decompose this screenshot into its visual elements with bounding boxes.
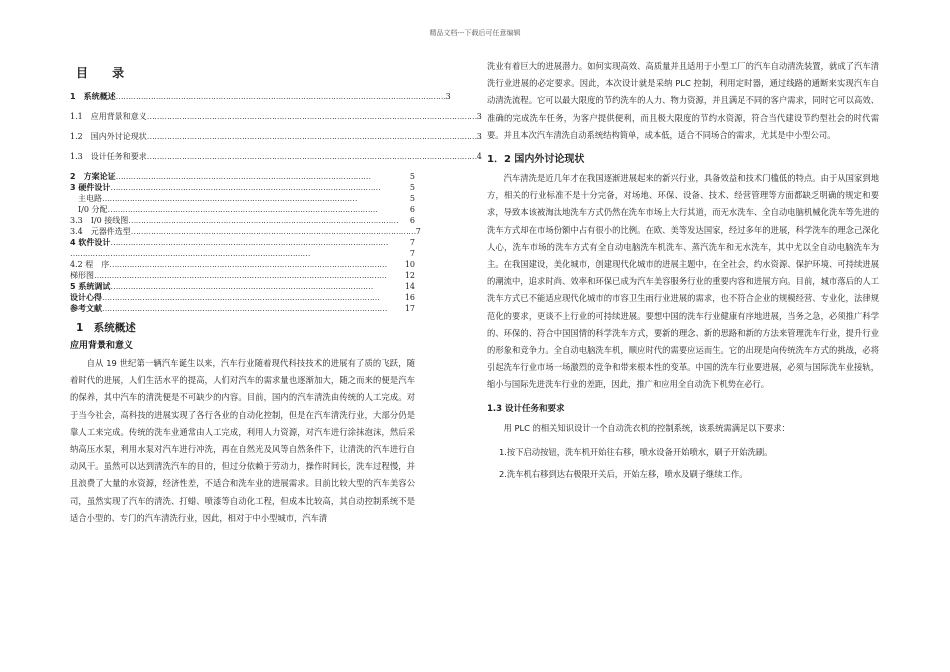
toc-page-number: 7 [409,238,415,247]
toc-page-number: 16 [404,293,415,302]
toc-entry [70,303,415,314]
toc-page-number: 5 [409,172,415,181]
toc-entry-text: 1.3 设计任务和要求 [70,152,147,161]
toc-leader-dots: …………………………………………………………………………………………………… [130,227,416,236]
toc-leader-dots: ………………………………………………………………………………………… [115,172,371,181]
body-paragraph: 自从 19 世纪第一辆汽车诞生以来，汽车行业随着现代科技技术的进展有了质的飞跃，随着时代的进展，人们生活水平的提高，人们对汽车的需求量也逐渐加大，随之而来的便是汽车的保养，其中汽车的清洗便是不可缺少的内容。目前，国内的汽车清洗由传统的人工完成。对于当今社会，高科技的进展实现了各行各业的自动化控制，但是在汽车清洗行业，大部分仍是靠人工来完成。传统的洗车业通常由人工完成，利用人力资源，对汽车进行涂抹泡沫，然后采纳高压水泵，利用水泵对汽车进行冲洗，再在自然光及风等自然条件下，让清洗的汽车进行自动风干。虽然可以达到清洗汽车的目的，但过分依赖于劳动力，操作时间长，洗车过程慢，并且浪费了大量的水资源，经济性差，不适合和洗车业的进展需求。目前比较大型的汽车美容公司，虽然实现了汽车的清洗、打蜡、喷漆等自动化工程，但成本比较高，其自动控制系统不是适合小型的、专门的汽车清洗行业，因此，相对于中小型城市，汽车清 [70,358,415,523]
toc-entry [70,131,482,142]
toc-page-number: 3 [476,112,482,121]
toc-entry [70,270,415,281]
toc-leader-dots: …………………………………………………………………………………………………………………… [146,132,477,141]
toc-entry-text: I/0 分配 [70,205,108,214]
toc-title: 目 录 [76,66,135,80]
toc-entry-text: 3 硬件设计 [70,183,111,192]
toc-leader-dots: ………………………………………………………………………………………………… [102,293,380,302]
toc-page-number: 6 [409,216,415,225]
toc-page-number: 12 [404,271,415,280]
right-column [487,58,879,489]
list-item: 2.洗车机右移到达右极限开关后，开始左移，喷水及刷子继续工作。 [499,468,748,479]
toc-entry [70,204,415,215]
toc-page-number: 3 [476,132,482,141]
toc-entry [70,111,482,122]
toc-entry [70,226,421,237]
toc-entry-text: 5 系统调试 [70,282,111,291]
toc-entry-text: 2 方案论证 [70,172,116,181]
toc-page-number: 7 [409,249,415,258]
toc-entry-text: 梯形图 [70,271,94,280]
toc-leader-dots: …………………………………………………………………………………… [70,249,310,258]
toc-page-number: 6 [409,205,415,214]
toc-entry [70,171,415,182]
subsection-title: 1.3 设计任务和要求 [487,403,565,414]
toc-entry [70,193,415,204]
toc-page-number: 17 [404,304,415,313]
subsection-title: 应用背景和意义 [70,341,134,351]
toc-entry-text: 1.1 应用背景和意义 [70,112,147,121]
body-paragraph: 汽车清洗是近几年才在我国逐渐进展起来的新兴行业，具备效益和技术门槛低的特点。由于从国家到地方，相关的行业标准不是十分完备，对场地、环保、设备、技术、经营管理等方面都缺乏明确的规定和要求，导致本该被淘汰地洗车方式仍然在洗车市场上大行其道，而无水洗车、全自动电脑机械化洗车等先进的洗车方式却在市场份额中占有很小的比例。在欧、美等发达国家，经过多年的进展，科学洗车的理念己深化人心，洗车市场的洗车方式有全自动电脑洗车机洗车、蒸汽洗车和无水洗车，其中尤以全自动电脑洗车为主。在我国建设，美化城市，创建现代化城市的进展主题中，在全社会，约水资源、保护环境、可持续进展的潮流中，追求时尚、效率和环保已成为汽车美容服务行业的重要内容和进展方向。目前，城市落后的人工洗车方式已不能适应现代化城市的市容卫生雨行业进展的需求，也不符合企业的规模经营、专业化，法律规范化的要求，更谈不上行业的可持续进展。要想中国的洗车行业健康有序地进展，当务之急，必须推广科学的、环保的、符合中国国情的科学洗车方式，要新的理念、新的思路和新的方法来管理洗车行业，提升行业的形象和竞争力。全自动电脑洗车机，顺应时代的需要应运而生。它的出现是向传统洗车方式的挑战，必将引起洗车行业市场一场激烈的竞争和带来根本性的变革。中国的洗车行业要进展，必须与国际洗车业接轨，缩小与国际先进洗车行业的差距，因此，推广和应用全自动洗下机势在必行。 [487,173,879,390]
left-column [70,58,482,527]
toc-page-number: 5 [409,194,415,203]
toc-leader-dots: …………………………………………………………………………………………………………………… [146,152,477,161]
toc-page-number: 3 [445,92,451,101]
toc-entry-text: 4 软件设计 [70,238,111,247]
toc-entry [70,281,415,292]
toc-entry [70,182,415,193]
toc-entry-text: 1 系统概述 [70,92,116,101]
toc-page-number: 4 [476,152,482,161]
toc-entry [70,215,415,226]
toc-leader-dots: …………………………………………………………………………………………………………………… [115,92,446,101]
toc-page-number: 5 [409,183,415,192]
toc-entry-text: 参考文献 [70,304,102,313]
section-title: 1 系统概述 [76,322,136,334]
toc-leader-dots: …………………………………………………………………………………………………… [102,304,387,313]
toc-entry [70,237,415,248]
toc-page-number: 14 [404,282,415,291]
subsection-title: 1．2 国内外讨论现状 [487,154,585,166]
list-item: 1.按下启动按钮，洗车机开始往右移，喷水设备开始喷水，刷子开始洗刷。 [499,446,773,457]
toc-entry-text: 1.2 国内外讨论现状 [70,132,147,141]
body-paragraph: 洗业有着巨大的进展潜力。如何实现高效、高质量并且适用于小型工厂的汽车自动清洗装置，就成了汽车清洗行业进展的必定要求。因此，本次设计就是采纳 PLC 控制，利用定时器，通过线路的通断来实现汽车自动清洗流程。它可以最大限度的节约洗车的人力、物力资源，并且满足不同的客户需求，同时它可以高效、准确的完成洗车任务，为客户提供便利，而且极大限度的节约水资源，符合当代建设节约型社会的时代需要。并且本次汽车清洗自动系统结构简单，成本低，适合不同场合的需求，尤其是中小型公司。 [487,61,879,140]
toc-leader-dots: ………………………………………………………………………………………………… [109,260,387,269]
toc-leader-dots: ………………………………………………………………………………………… [102,194,357,203]
toc-leader-dots: …………………………………………………………………………………………… [110,282,373,291]
toc-page-number: 10 [404,260,415,269]
toc-leader-dots: ……………………………………………………………………………………………… [110,183,381,192]
toc-entry [70,151,482,162]
toc-leader-dots: ……………………………………………………………………………………………… [107,205,378,214]
toc-leader-dots: …………………………………………………………………………………………………………………… [146,112,477,121]
toc-entry-text: 3.3 I/0 接线图 [70,216,129,225]
toc-entry-text: 4.2 程 序 [70,260,110,269]
toc-entry [70,292,415,303]
toc-entry [70,248,415,259]
toc-leader-dots: ……………………………………………………………………………………………………… [94,271,387,280]
toc-entry-text: 3.4 元器件选型 [70,227,131,236]
toc-leader-dots: ………………………………………………………………………………………………… [110,238,388,247]
toc-page-number: 7 [415,227,421,236]
toc-entry-text: 设计心得 [70,293,102,302]
toc-entry [70,259,415,270]
toc-entry-text: 主电路 [70,194,102,203]
toc-leader-dots: ……………………………………………………………………………………………… [128,216,399,225]
page-header: 精品文档---下载后可任意编辑 [429,29,521,37]
toc-entry [70,91,451,102]
table-of-contents [70,91,482,314]
body-paragraph: 用 PLC 的相关知识设计一个自动洗衣机的控制系统，该系统需满足以下要求： [503,422,790,433]
